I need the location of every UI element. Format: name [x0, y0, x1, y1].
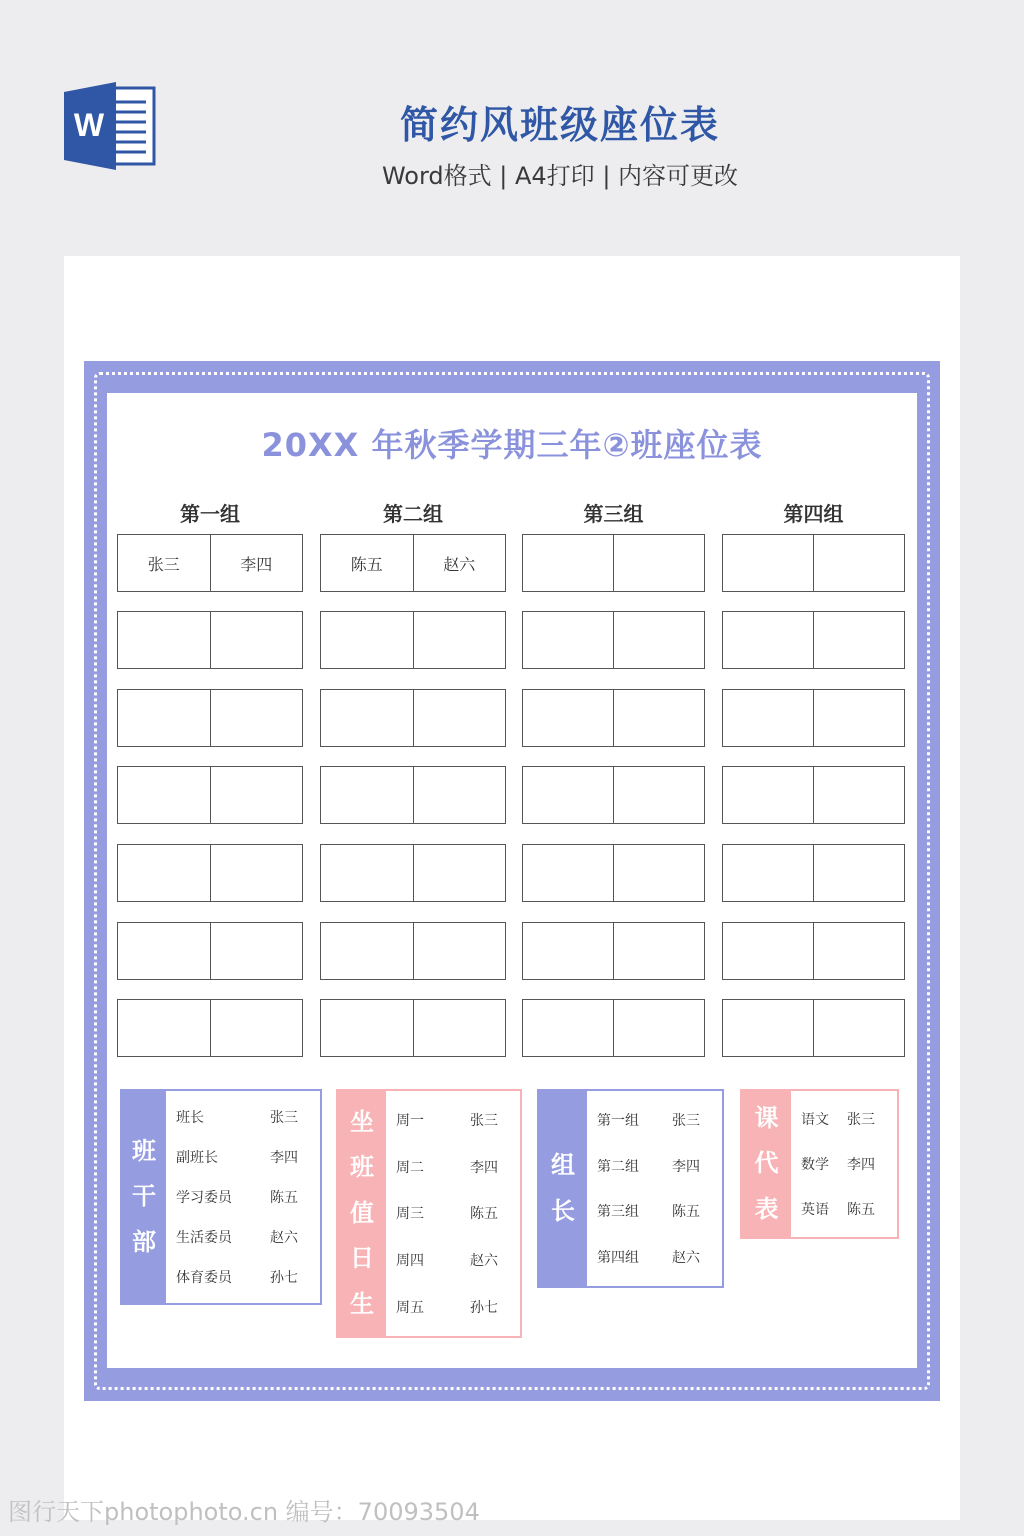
seat[interactable] — [613, 845, 704, 901]
group-label: 第二组 — [383, 502, 443, 526]
seat[interactable] — [813, 845, 904, 901]
info-role: 体育委员 — [176, 1270, 232, 1286]
desk — [320, 534, 506, 592]
info-role: 第二组 — [597, 1158, 639, 1175]
info-person[interactable]: 李四 — [470, 1159, 498, 1176]
desk — [522, 922, 705, 980]
info-row — [386, 1157, 520, 1177]
info-row — [386, 1297, 520, 1317]
info-row — [587, 1110, 722, 1130]
seat[interactable] — [321, 612, 413, 668]
info-role: 英语 — [801, 1201, 829, 1218]
info-panel-heading — [742, 1091, 791, 1237]
sheet-title: 20XX 年秋季学期三年②班座位表 — [261, 426, 763, 464]
seat[interactable] — [613, 535, 704, 591]
seat[interactable] — [723, 535, 813, 591]
heading-char: 值 — [350, 1198, 374, 1227]
desk — [522, 689, 705, 747]
info-row — [587, 1247, 722, 1267]
heading-char: 干 — [132, 1182, 156, 1211]
info-row — [386, 1250, 520, 1270]
info-role: 周四 — [396, 1253, 424, 1270]
info-row — [587, 1201, 722, 1221]
seat[interactable] — [723, 612, 813, 668]
seat[interactable] — [321, 690, 413, 746]
info-person[interactable]: 陈五 — [270, 1190, 298, 1206]
info-person[interactable]: 李四 — [270, 1150, 298, 1166]
seat[interactable] — [210, 845, 303, 901]
seat[interactable] — [523, 845, 613, 901]
seat[interactable] — [321, 767, 413, 823]
heading-char: 代 — [754, 1149, 779, 1178]
desk — [320, 689, 506, 747]
seat[interactable] — [210, 767, 303, 823]
info-role: 第四组 — [597, 1250, 639, 1267]
seat[interactable] — [813, 535, 904, 591]
seat[interactable] — [813, 767, 904, 823]
info-person[interactable]: 张三 — [270, 1110, 298, 1126]
group-label: 第一组 — [180, 502, 240, 526]
desk — [320, 999, 506, 1057]
info-person[interactable]: 赵六 — [270, 1230, 298, 1246]
desk — [722, 766, 905, 824]
info-panel — [120, 1089, 322, 1305]
heading-char: 生 — [350, 1289, 374, 1318]
info-row — [587, 1156, 722, 1176]
seat[interactable] — [813, 690, 904, 746]
info-person[interactable]: 陈五 — [672, 1204, 700, 1221]
seat[interactable] — [613, 690, 704, 746]
desk — [722, 999, 905, 1057]
info-role: 周三 — [396, 1206, 424, 1223]
info-row — [166, 1147, 320, 1167]
seat[interactable]: 赵六 — [413, 535, 506, 591]
heading-char: 长 — [551, 1196, 575, 1225]
seat[interactable] — [523, 535, 613, 591]
info-row — [791, 1109, 897, 1129]
seat[interactable] — [118, 767, 210, 823]
desk — [522, 999, 705, 1057]
heading-char: 日 — [350, 1244, 374, 1273]
seat[interactable] — [321, 923, 413, 979]
heading-char: 组 — [551, 1150, 575, 1179]
info-person[interactable]: 孙七 — [270, 1270, 298, 1286]
seat[interactable] — [118, 690, 210, 746]
seat[interactable] — [413, 845, 506, 901]
info-role: 学习委员 — [176, 1190, 232, 1206]
desk — [722, 534, 905, 592]
seat[interactable] — [723, 767, 813, 823]
group-label: 第三组 — [583, 502, 644, 526]
desk — [522, 766, 705, 824]
desk — [117, 922, 303, 980]
desk — [522, 844, 705, 902]
page-title: 简约风班级座位表 — [399, 103, 720, 147]
info-role: 生活委员 — [176, 1230, 232, 1246]
info-role: 周二 — [396, 1159, 424, 1176]
seat[interactable] — [413, 923, 506, 979]
info-role: 副班长 — [176, 1150, 218, 1166]
desk — [722, 611, 905, 669]
desk — [522, 534, 705, 592]
desk — [117, 844, 303, 902]
seat[interactable] — [210, 690, 303, 746]
seat[interactable] — [613, 923, 704, 979]
info-row — [166, 1107, 320, 1127]
desk — [117, 689, 303, 747]
seat[interactable] — [210, 923, 303, 979]
info-role: 周五 — [396, 1299, 424, 1316]
seat[interactable] — [118, 1000, 210, 1056]
info-person[interactable]: 李四 — [672, 1158, 700, 1175]
desk — [117, 999, 303, 1057]
seat[interactable] — [210, 612, 303, 668]
heading-char: 班 — [350, 1153, 374, 1182]
desk — [722, 689, 905, 747]
info-panel — [740, 1089, 899, 1239]
heading-char: 部 — [132, 1227, 156, 1256]
seat[interactable] — [413, 767, 506, 823]
seat[interactable] — [321, 845, 413, 901]
desk — [117, 534, 303, 592]
desk — [320, 611, 506, 669]
info-person[interactable]: 张三 — [470, 1113, 498, 1130]
seat[interactable] — [118, 923, 210, 979]
info-panel-heading — [122, 1091, 166, 1303]
watermark: 图行天下photophoto.cn 编号：70093504 — [8, 1498, 480, 1526]
seat[interactable] — [118, 612, 210, 668]
seat[interactable] — [613, 1000, 704, 1056]
info-person[interactable]: 赵六 — [470, 1253, 498, 1270]
info-row — [166, 1187, 320, 1207]
info-person[interactable]: 陈五 — [470, 1206, 498, 1223]
seat[interactable] — [413, 1000, 506, 1056]
seat[interactable] — [723, 1000, 813, 1056]
seat[interactable] — [523, 1000, 613, 1056]
seat[interactable] — [723, 845, 813, 901]
info-person[interactable]: 陈五 — [847, 1201, 875, 1218]
seat[interactable] — [813, 1000, 904, 1056]
info-row — [166, 1227, 320, 1247]
desk — [320, 844, 506, 902]
seat[interactable] — [613, 612, 704, 668]
seat[interactable] — [523, 690, 613, 746]
desk — [722, 922, 905, 980]
seat[interactable] — [210, 1000, 303, 1056]
info-panel — [537, 1089, 724, 1288]
info-role: 班长 — [176, 1110, 204, 1126]
seat[interactable]: 李四 — [210, 535, 303, 591]
seat[interactable] — [813, 612, 904, 668]
info-role: 周一 — [396, 1113, 424, 1130]
heading-char: 坐 — [350, 1107, 374, 1136]
desk — [117, 766, 303, 824]
info-row — [791, 1154, 897, 1174]
desk — [320, 922, 506, 980]
info-row — [386, 1203, 520, 1223]
info-panel-heading — [539, 1091, 587, 1286]
seat[interactable] — [321, 1000, 413, 1056]
seat[interactable] — [723, 690, 813, 746]
word-icon — [64, 82, 156, 170]
seat[interactable] — [413, 690, 506, 746]
desk — [522, 611, 705, 669]
seat[interactable] — [523, 612, 613, 668]
seat[interactable] — [413, 612, 506, 668]
info-person[interactable]: 孙七 — [470, 1299, 498, 1316]
info-person[interactable]: 赵六 — [672, 1250, 700, 1267]
seat[interactable]: 陈五 — [350, 554, 383, 574]
info-role: 第三组 — [597, 1204, 639, 1221]
heading-char: 课 — [754, 1103, 779, 1132]
info-row — [791, 1199, 897, 1219]
desk — [320, 766, 506, 824]
info-panel — [336, 1089, 522, 1338]
info-role: 语文 — [801, 1112, 829, 1129]
info-panel-heading — [338, 1091, 386, 1336]
seat[interactable]: 张三 — [147, 554, 180, 574]
page-subtitle: Word格式 | A4打印 | 内容可更改 — [381, 162, 739, 190]
heading-char: 表 — [754, 1194, 779, 1223]
info-role: 数学 — [801, 1156, 829, 1173]
info-person[interactable]: 李四 — [847, 1156, 875, 1173]
desk — [722, 844, 905, 902]
svg-text:W: W — [73, 107, 105, 143]
info-row — [166, 1267, 320, 1287]
seat[interactable] — [523, 767, 613, 823]
info-person[interactable]: 张三 — [847, 1112, 875, 1129]
seat[interactable] — [118, 845, 210, 901]
info-person[interactable]: 张三 — [672, 1112, 700, 1129]
info-role: 第一组 — [597, 1112, 639, 1129]
seat[interactable] — [813, 923, 904, 979]
desk — [117, 611, 303, 669]
seat[interactable] — [523, 923, 613, 979]
seat[interactable] — [613, 767, 704, 823]
heading-char: 班 — [132, 1136, 156, 1165]
group-label: 第四组 — [783, 502, 844, 526]
info-row — [386, 1110, 520, 1130]
seat[interactable] — [723, 923, 813, 979]
